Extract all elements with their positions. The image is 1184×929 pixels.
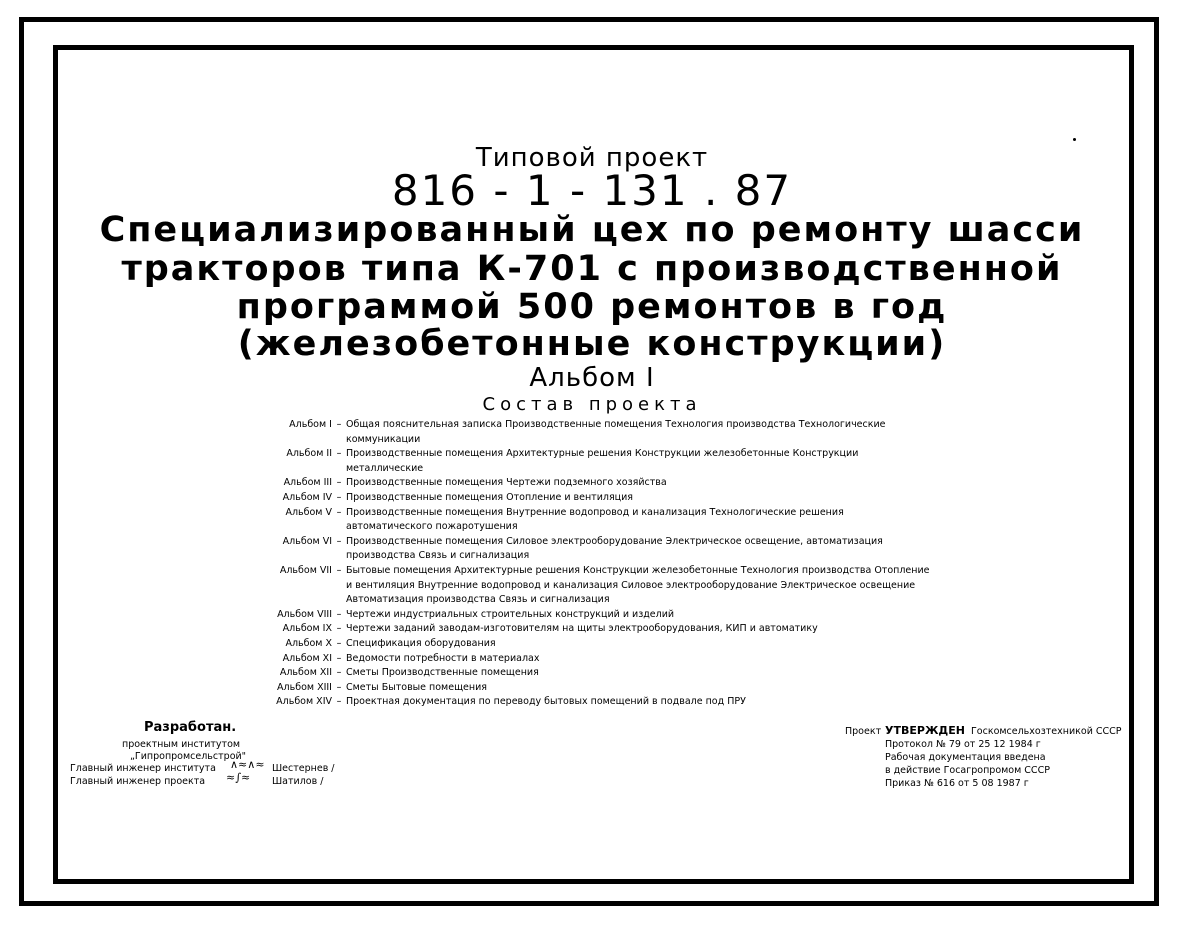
album-description: Бытовые помещения Архитектурные решения Конструкции железобетонные Технология производства Отопление и вентиляция Внутренние водопровод и канализация Силовое электрооборудование Электрическое освещение Автоматизация производства Связь и сигнализация [346,564,930,606]
album-description: Проектная документация по переводу бытовых помещений в подвале под ПРУ [346,696,746,708]
chief-project-name: Шатилов / [272,776,324,787]
chief-institute-label: Главный инженер института [70,763,216,774]
album-description: Сметы Производственные помещения [346,667,539,679]
list-item: Альбом XI – Ведомости потребности в материалах [272,652,932,667]
title-line-1: Специализированный цех по ремонту шасси [99,210,1085,250]
album-label: Альбом XIV [276,696,332,708]
album-heading: Альбом I [529,363,655,393]
approval-authority: Госкомсельхозтехникой СССР [971,726,1122,737]
album-label: Альбом V [285,506,332,518]
title-line-4: (железобетонные конструкции) [237,324,947,364]
list-item: Альбом IX – Чертежи заданий заводам-изготовителям на щиты электрооборудования, КИП и автоматику [272,622,932,637]
project-code: 816 - 1 - 131 . 87 [391,166,793,215]
approval-protocol: Протокол № 79 от 25 12 1984 г [885,739,1041,750]
developer-title: Разработан. [144,720,237,735]
approval-effect: в действие Госагропромом СССР [885,765,1050,776]
list-item: Альбом XII – Сметы Производственные помещения [272,666,932,681]
album-label: Альбом IX [282,623,332,635]
list-item: Альбом X – Спецификация оборудования [272,637,932,652]
list-item: Альбом III – Производственные помещения Чертежи подземного хозяйства [272,476,932,491]
albums-list [272,418,932,710]
approval-prefix: Проект [845,726,882,737]
speck [1073,138,1076,141]
album-label: Альбом VII [279,564,332,576]
album-description: Чертежи индустриальных строительных конструкций и изделий [346,608,675,620]
chief-institute-name: Шестернев / [272,763,335,774]
album-description: Производственные помещения Внутренние водопровод и канализация Технологические решения автоматического пожаротушения [346,506,844,533]
album-description: Ведомости потребности в материалах [346,652,540,664]
album-description: Производственные помещения Чертежи подземного хозяйства [346,477,667,489]
title-line-3: программой 500 ремонтов в год [236,287,948,327]
album-label: Альбом VI [282,535,332,547]
approval-working-docs: Рабочая документация введена [885,752,1046,763]
album-description: Производственные помещения Отопление и вентиляция [346,491,634,503]
chief-project-label: Главный инженер проекта [70,776,206,787]
album-label: Альбом XIII [277,681,332,693]
album-description: Чертежи заданий заводам-изготовителям на щиты электрооборудования, КИП и автоматику [346,623,818,635]
album-label: Альбом XI [282,652,332,664]
list-item: Альбом XIV – Проектная документация по переводу бытовых помещений в подвале под ПРУ [272,695,932,710]
list-item: Альбом VIII – Чертежи индустриальных строительных конструкций и изделий [272,608,932,623]
list-item: Альбом VII – Бытовые помещения Архитектурные решения Конструкции железобетонные Технология производства Отопление и вентиляция Внутренние водопровод и канализация Силовое электрооборудование Электрическое освещение Автоматизация производства Связь и сигнализация [272,564,932,608]
approval-order: Приказ № 616 от 5 08 1987 г [885,778,1029,789]
approval-status: УТВЕРЖДЕН [885,724,965,737]
list-item: Альбом I – Общая пояснительная записка Производственные помещения Технология производства Технологические коммуникации [272,418,932,447]
album-label: Альбом VIII [277,608,332,620]
album-label: Альбом I [289,419,332,430]
album-description: Сметы Бытовые помещения [346,681,487,693]
album-description: Спецификация оборудования [346,637,496,649]
developer-institute-name: „Гипропромсельстрой" [130,751,247,762]
list-item: Альбом V – Производственные помещения Внутренние водопровод и канализация Технологические решения автоматического пожаротушения [272,506,932,535]
signature-institute: ∧≈∧≈ [230,758,265,771]
title-line-2: тракторов типа К-701 с производственной [121,249,1063,289]
list-item: Альбом II – Производственные помещения Архитектурные решения Конструкции железобетонные Конструкции металлические [272,447,932,476]
signature-project: ≈∫≈ [226,771,251,784]
list-item: Альбом IV – Производственные помещения Отопление и вентиляция [272,491,932,506]
project-type-label: Типовой проект [475,143,709,173]
developer-institute-line: проектным институтом [122,739,241,750]
album-label: Альбом XII [279,667,332,679]
list-item: Альбом VI – Производственные помещения Силовое электрооборудование Электрическое освещение, автоматизация производства Связь и сигнализация [272,535,932,564]
contents-heading: Состав проекта [482,394,702,415]
album-description: Производственные помещения Архитектурные решения Конструкции железобетонные Конструкции металлические [346,448,859,474]
album-description: Общая пояснительная записка Производственные помещения Технология производства Технологические коммуникации [346,419,886,445]
album-description: Производственные помещения Силовое электрооборудование Электрическое освещение, автоматизация производства Связь и сигнализация [346,535,883,562]
album-label: Альбом III [283,477,332,489]
list-item: Альбом XIII – Сметы Бытовые помещения [272,681,932,696]
album-label: Альбом IV [282,491,332,503]
album-label: Альбом X [285,637,332,649]
album-label: Альбом II [286,448,332,460]
